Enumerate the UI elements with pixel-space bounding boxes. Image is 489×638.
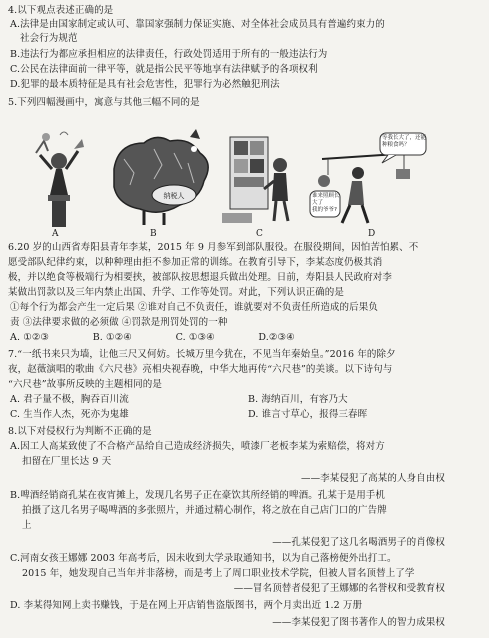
cartoon-c-label: C xyxy=(256,229,263,239)
q6-statements-1: ①每个行为都会产生一定后果 ②谁对自己不负责任，谁就要对不负责任所造成的后果负 xyxy=(10,302,378,313)
q8-stem: 8.以下对侵权行为判断不正确的是 xyxy=(8,426,152,437)
q8-option-a: A.因工人高某致使了不合格产品给自己造成经济损失，喷漆厂老板李某为索赔偿，将对方 xyxy=(10,441,385,452)
q7-line-1: 7.“一纸书来只为墙，让他三尺又何妨。长城万里今犹在，不见当年秦始皇。”2016 年的除夕 xyxy=(8,349,396,360)
cartoon-d-bubble: 等我长大了，还能种粮食吗？ xyxy=(382,135,427,148)
q6-line-4: 某做出罚款以及三年内禁止出国、升学、工作等处罚。对此，下列认识正确的是 xyxy=(8,287,345,298)
q8-option-c-cont: 2015 年，她发现自己当年并非落榜，而是考上了周口职业技术学院，但被人冒名顶替上了学 xyxy=(22,568,415,579)
cartoon-b xyxy=(104,129,216,227)
q8-option-b-cont-1: 拍摄了这几名男子喝啤酒的多张照片，并通过精心制作，将之放在自己店门口的广告牌 xyxy=(22,505,387,516)
q7-option-a: A. 君子量不极，胸吞百川流 xyxy=(10,394,129,405)
cartoon-d xyxy=(308,129,428,227)
q7-option-c: C. 生当作人杰，死亦为鬼雄 xyxy=(10,409,129,420)
q6-line-2: 愿受部队纪律约束，以种种理由拒不参加正常的训练。在教育引导下，李某态度仍极其消 xyxy=(8,257,383,268)
cartoon-a-label: A xyxy=(52,229,59,239)
q8-option-a-cont: 扣留在厂里长达 9 天 xyxy=(22,456,112,467)
q4-option-d: D.犯罪的最本质特征是具有社会危害性，犯罪行为必然触犯刑法 xyxy=(10,79,280,90)
q8-option-d-verdict: ——李某侵犯了图书著作人的智力成果权 xyxy=(272,617,445,628)
q6-statements-2: 责 ③法律要求做的必须做 ④罚款是刑罚处罚的一种 xyxy=(10,317,228,328)
q6-line-1: 6.20 岁的山西省寿阳县青年李某，2015 年 9 月参军到部队服役。在服役期间，因怕苦怕累、不 xyxy=(8,242,419,253)
cartoon-d-caption: 谁来照顾长大了 我的爷爷? xyxy=(312,193,340,213)
q8-option-b-cont-2: 上 xyxy=(22,520,32,531)
q8-option-d: D. 李某得知网上卖书赚钱，于是在网上开店销售盗版图书，两个月卖出近 1.2 万册 xyxy=(10,600,363,611)
q4-option-a: A.法律是由国家制定或认可、靠国家强制力保证实施、对全体社会成员具有普遍约束力的 xyxy=(10,19,385,30)
q7-option-d: D. 谁言寸草心，报得三春晖 xyxy=(248,409,368,420)
q8-option-b: B.啤酒经销商孔某在夜宵摊上，发现几名男子正在豪饮其所经销的啤酒。孔某于是用手机 xyxy=(10,490,386,501)
cartoon-c xyxy=(216,129,302,227)
cartoon-b-label: B xyxy=(150,229,157,239)
q4-option-b: B.违法行为都应承担相应的法律责任，行政处罚适用于所有的一般违法行为 xyxy=(10,49,328,60)
q6-choices: A. ①②③ B. ①②④ C. ①③④ D.②③④ xyxy=(10,332,295,343)
q6-line-3: 极，并以绝食等极端行为相要挟，被部队按思想退兵做出处理。日前，寿阳县人民政府对李 xyxy=(8,272,393,283)
q4-option-c: C.公民在法律面前一律平等，就是指公民平等地享有法律赋予的各项权利 xyxy=(10,64,318,75)
cartoon-d-label: D xyxy=(368,229,376,239)
q4-option-a-cont: 社会行为规范 xyxy=(20,33,78,44)
q8-option-b-verdict: ——孔某侵犯了这几名喝酒男子的肖像权 xyxy=(272,537,445,548)
q4-stem: 4.以下观点表述正确的是 xyxy=(8,5,114,16)
q8-option-c: C.河南女孩王娜娜 2003 年高考后，因未收到大学录取通知书，以为自己落榜便外出打工。 xyxy=(10,553,397,564)
q5-stem: 5.下列四幅漫画中，寓意与其他三幅不同的是 xyxy=(8,97,200,108)
q7-option-b: B. 海纳百川，有容乃大 xyxy=(248,394,348,405)
cartoon-a xyxy=(30,129,88,227)
q7-line-2: 夜，赵薇演唱的歌曲《六尺巷》亮相央视春晚，中华大地再传“六尺巷”的美谈。以下诗句与 xyxy=(8,364,393,375)
bowl-label: 纳税人 xyxy=(163,192,185,200)
q7-line-3: “六尺巷”故事所反映的主题相同的是 xyxy=(8,379,162,390)
q8-option-c-verdict: ——冒名顶替者侵犯了王娜娜的名誉权和受教育权 xyxy=(233,583,445,594)
q8-option-a-verdict: ——李某侵犯了高某的人身自由权 xyxy=(300,473,445,484)
